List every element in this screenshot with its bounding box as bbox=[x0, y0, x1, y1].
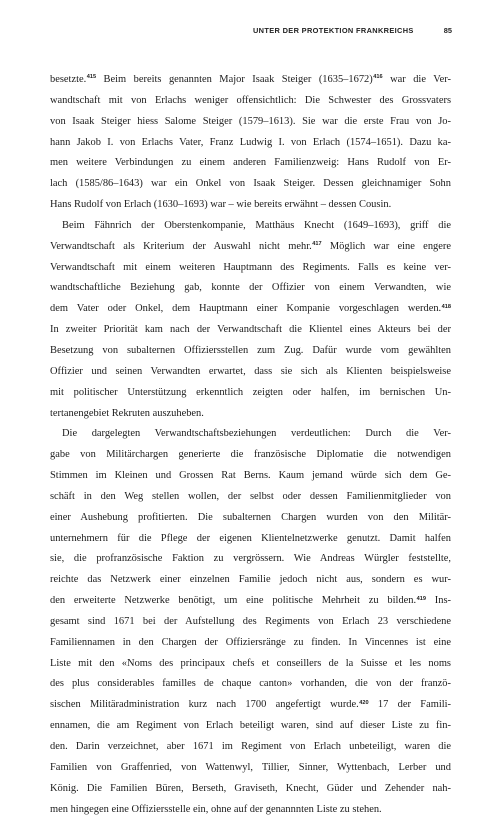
text-line bbox=[50, 570, 451, 591]
footnote-marker: 420 bbox=[359, 699, 369, 706]
text-run: 17 der Famili- bbox=[368, 699, 451, 711]
text-run: von Isaak Steiger hiess Salome Steiger (1579–1613). Sie war die erste Frau von Jo- bbox=[50, 115, 451, 127]
text-run: besetzte. bbox=[50, 74, 87, 85]
text-line bbox=[50, 800, 451, 820]
text-run: men hingegen eine Offiziersstelle ein, ohne auf der genannnten Liste zu stehen. bbox=[50, 803, 382, 815]
text-line bbox=[50, 320, 451, 341]
text-line bbox=[50, 487, 451, 508]
text-run: des plus considerables familles de chaque canton» vorhanden, die von der franzö- bbox=[50, 678, 451, 690]
text-line bbox=[50, 258, 451, 279]
text-run: ennamen, die am Regiment von Erlach beteiligt waren, sind auf dieser Liste zu fin- bbox=[50, 720, 451, 732]
text-line bbox=[50, 529, 451, 550]
text-run: men weitere Verbindungen zu einem anderen Familienzweig: Hans Rudolf von Er- bbox=[50, 157, 451, 169]
footnote-marker: 417 bbox=[312, 241, 322, 248]
text-run: reichte das Netzwerk einer einzelnen Familie jedoch nicht aus, sondern es wur- bbox=[50, 574, 451, 586]
text-run: den. Darin verzeichnet, aber 1671 im Regiment von Erlach unbeteiligt, waren die bbox=[50, 741, 451, 752]
text-run: den erweiterte Netzwerke benötigt, um eine politische Mehrheit zu bilden. bbox=[50, 595, 417, 607]
text-line bbox=[50, 70, 451, 91]
text-run: sischen Militäradministration kurz nach 1700 angefertigt wurde. bbox=[50, 699, 359, 711]
text-line bbox=[50, 591, 451, 612]
text-line bbox=[50, 654, 451, 675]
text-line bbox=[50, 445, 451, 466]
text-line bbox=[50, 674, 451, 695]
text-line bbox=[50, 737, 451, 758]
text-line bbox=[50, 695, 451, 716]
text-run: Beim Fähnrich der Oberstenkompanie, Matthäus Knecht (1649–1693), griff die bbox=[62, 219, 451, 231]
body-text bbox=[50, 70, 451, 820]
text-line bbox=[50, 237, 451, 258]
text-run: Ins- bbox=[425, 595, 452, 607]
text-run: Stimmen im Kleinen und Grossen Rat Berns. Kaum jemand würde sich dem Ge- bbox=[50, 470, 451, 482]
text-line bbox=[50, 153, 451, 174]
text-line bbox=[50, 133, 451, 154]
running-head: UNTER DER PROTEKTION FRANKREICHS bbox=[253, 26, 414, 35]
text-line bbox=[50, 758, 451, 779]
text-run: In zweiter Priorität kam nach der Verwandtschaft die Klientel eines Akteurs bei der bbox=[50, 324, 451, 336]
text-run: gesamt sind 1671 bei der Aufstellung des Regiments von Erlach 23 verschiedene bbox=[50, 615, 451, 627]
text-line bbox=[50, 404, 451, 425]
text-run: hann Jakob I. von Erlachs Vater, Franz Ludwig I. von Erlach (1574–1651). Dazu ka- bbox=[50, 136, 451, 148]
text-run: unternehmern für die Pflege der eigenen Klientelnetzwerke genutzt. Damit halfen bbox=[50, 532, 451, 544]
text-line bbox=[50, 91, 451, 112]
text-run: wandtschaftliche Beziehung gab, konnte der Offizier von einem Verwandten, wie bbox=[50, 282, 451, 294]
text-line bbox=[50, 112, 451, 133]
text-run: Familien von Graffenried, von Wattenwyl, Tillier, Sinner, Wyttenbach, Lerber und bbox=[50, 761, 451, 773]
text-line bbox=[50, 612, 451, 633]
text-run: gabe von Militärchargen generierte die französische Diplomatie die notwendigen bbox=[50, 449, 451, 461]
paragraph bbox=[50, 424, 451, 820]
text-run: Hans Rudolf von Erlach (1630–1693) war – wie bereits erwähnt – dessen Cousin. bbox=[50, 199, 392, 211]
text-run: Offizier und seinen Verwandten erwartet, dass sie sich als Klienten beispielsweise bbox=[50, 365, 451, 377]
text-run: dem Vater oder Onkel, dem Hauptmann einer Kompanie vorgeschlagen werden. bbox=[50, 303, 442, 315]
text-run: Möglich war eine engere bbox=[321, 240, 451, 252]
text-line bbox=[50, 362, 451, 383]
text-line bbox=[50, 549, 451, 570]
text-run: Beim bereits genannten Major Isaak Steiger (1635–1672) bbox=[96, 74, 373, 85]
text-run: wandtschaft mit von Erlachs weniger offensichtlich: Die Schwester des Grossvaters bbox=[50, 94, 451, 106]
text-line bbox=[50, 466, 451, 487]
text-line bbox=[50, 278, 451, 299]
text-line bbox=[50, 174, 451, 195]
text-run: Die dargelegten Verwandtschaftsbeziehungen verdeutlichen: Durch die Ver- bbox=[62, 428, 451, 440]
text-line bbox=[50, 299, 451, 320]
text-line bbox=[50, 195, 451, 216]
paragraph bbox=[50, 216, 451, 424]
footnote-marker: 415 bbox=[86, 74, 97, 81]
paragraph bbox=[50, 70, 451, 216]
text-run: mit politischer Unterstützung erkenntlich zeigten oder halfen, im bernischen Un- bbox=[50, 386, 451, 398]
page-number: 85 bbox=[443, 26, 452, 35]
text-run: war die Ver- bbox=[382, 74, 452, 85]
text-line bbox=[50, 341, 451, 362]
text-run: Verwandtschaft als Kriterium der Auswahl nicht mehr. bbox=[50, 240, 312, 252]
footnote-marker: 418 bbox=[441, 303, 451, 310]
footnote-marker: 416 bbox=[373, 74, 383, 81]
text-line bbox=[50, 716, 451, 737]
text-run: schäft in den Weg stellen wollen, der selbst oder dessen Familienmitglieder von bbox=[50, 490, 451, 502]
text-run: Verwandtschaft mit einem weiteren Hauptmann des Regiments. Falls es keine ver- bbox=[50, 261, 451, 273]
text-line bbox=[50, 216, 451, 237]
text-line bbox=[50, 383, 451, 404]
text-line bbox=[50, 508, 451, 529]
footnote-marker: 419 bbox=[416, 595, 426, 602]
text-run: Familiennamen in den Chargen der Offiziersränge zu finden. In Vincennes ist eine bbox=[50, 636, 451, 648]
text-line bbox=[50, 779, 451, 800]
text-line bbox=[50, 424, 451, 445]
text-run: lach (1585/86–1643) war ein Onkel von Isaak Steiger. Dessen gleichnamiger Sohn bbox=[50, 178, 451, 190]
text-line bbox=[50, 633, 451, 654]
text-run: Liste mit den «Noms des principaux chefs et conseillers de la Suisse et les noms bbox=[50, 657, 451, 669]
text-run: Besetzung von subalternen Offiziersstellen zum Zug. Dafür wurde vom gewählten bbox=[50, 344, 451, 356]
text-run: König. Die Familien Büren, Berseth, Graviseth, Knecht, Güder und Zehender nah- bbox=[50, 782, 451, 794]
text-run: sie, die profranzösische Faktion zu vergrössern. Wie Andreas Würgler feststellte, bbox=[50, 553, 451, 565]
text-run: tertanengebiet Rekruten auszuheben. bbox=[50, 407, 204, 419]
text-run: einer Aushebung profitierten. Die subalternen Chargen wurden von den Militär- bbox=[50, 511, 451, 523]
